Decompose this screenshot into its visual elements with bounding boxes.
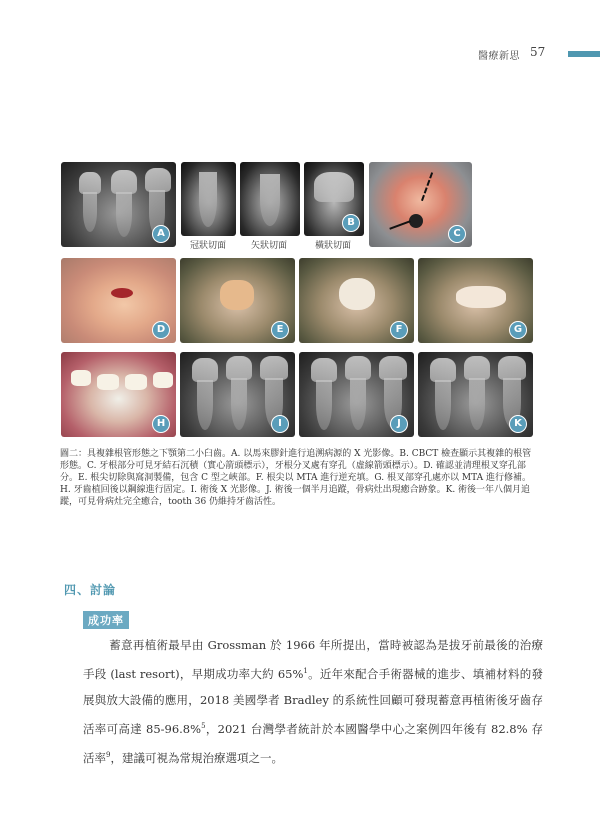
header-accent-bar	[568, 51, 600, 57]
figure-panel-h	[61, 352, 176, 437]
figure-panel-b-axial	[304, 162, 364, 236]
panel-label-f: F	[390, 321, 408, 339]
figure-panel-b-sagittal	[240, 162, 300, 236]
cut-label-sagittal: 矢狀切面	[251, 241, 288, 251]
citation-3: 9	[106, 750, 111, 759]
figure-panel-i	[180, 352, 295, 437]
panel-label-c: C	[448, 225, 466, 243]
panel-label-b: B	[342, 214, 360, 232]
panel-label-e: E	[271, 321, 289, 339]
figure-panel-b-coronal	[181, 162, 236, 236]
figure-panel-f	[299, 258, 414, 343]
journal-title: 醫療新思	[478, 51, 520, 62]
panel-label-g: G	[509, 321, 527, 339]
caption-head: 圖二：	[60, 449, 88, 459]
panel-label-a: A	[152, 225, 170, 243]
figure-panel-g	[418, 258, 533, 343]
paragraph-part-2: 。近年來配合手術器械的進步、填補材料的發展與放大設備的應用，2018 美國學者 Bradley 的系統性回顧可發現蓄意再植術後牙齒存活率可高達 85-96.8%	[83, 666, 544, 736]
body-paragraph	[83, 632, 543, 770]
page-number: 57	[530, 45, 546, 59]
subsection-title: 成功率	[83, 611, 129, 629]
figure-panel-a	[61, 162, 176, 247]
paragraph-part-3: ，2021 台灣學者統計於本國醫學中心之案例四年後有 82.8% 存活率	[83, 721, 543, 765]
figure-caption	[60, 448, 540, 508]
panel-label-j: J	[390, 415, 408, 433]
section-title: 四、討論	[64, 583, 117, 597]
citation-1: 1	[303, 667, 308, 675]
paragraph-part-1: 蓄意再植術最早由 Grossman 於 1966 年所提出，當時被認為是拔牙前最後的治療手段 (last resort)，早期成功率大約 65%	[83, 638, 543, 681]
figure-panel-d	[61, 258, 176, 343]
panel-label-k: K	[509, 415, 527, 433]
cut-label-coronal: 冠狀切面	[190, 241, 227, 251]
caption-body: 具複雜根管形態之下顎第二小臼齒。A. 以馬來膠針進行追溯病源的 X 光影像。B. CBCT 檢查顯示其複雜的根管形態。C. 牙根部分可見牙結石沉積（實心箭頭標示），牙根分叉處有穿孔（虛線箭頭標示）。D. 確認並清理根叉穿孔部分。E. 根尖切除與窩洞製備，包含 C 型之峽部。F. 根尖以 MTA 進行逆充填。G. 根叉部穿孔處亦以 MTA 進行修補。H. 牙齒植回後以鋼線進行固定。I. 術後 X 光影像。J. 術後一個半月追蹤，骨病灶出現癒合跡象。K. 術後一年八個月追蹤，可見骨病灶完全癒合，tooth 36 仍維持牙齒活性。	[60, 449, 532, 507]
panel-label-i: I	[271, 415, 289, 433]
figure-panel-j	[299, 352, 414, 437]
panel-label-d: D	[152, 321, 170, 339]
figure-panel-e	[180, 258, 295, 343]
citation-2: 5	[201, 721, 206, 730]
panel-label-h: H	[152, 415, 170, 433]
paragraph-part-4: ，建議可視為常規治療選項之一。	[110, 750, 283, 765]
figure-panel-c	[369, 162, 472, 247]
cut-label-axial: 橫狀切面	[315, 241, 352, 251]
figure-panel-k	[418, 352, 533, 437]
